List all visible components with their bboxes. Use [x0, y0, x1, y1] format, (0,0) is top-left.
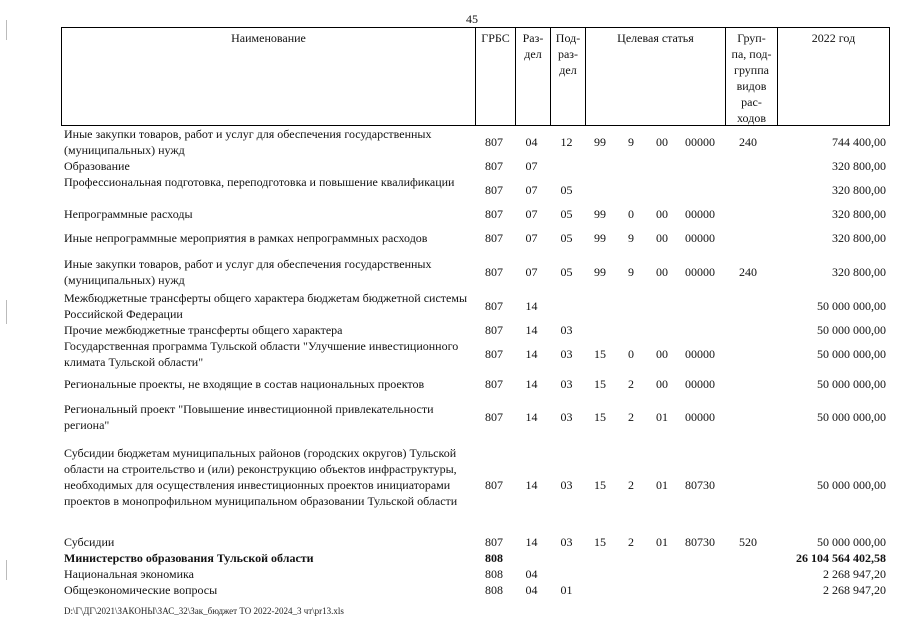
row-name: Субсидии бюджетам муниципальных районов (городских округов) Тульской области на строительство и (или) реконструкцию объектов инфраструктуры, необходимых для осуществления инвестиционных проектов инициаторами проектов в монопрофильном муниципальном образовании Тульской области — [64, 446, 458, 508]
header-grbs: ГРБС — [475, 28, 515, 125]
row-cs2: 9 — [628, 135, 634, 149]
row-cs3: 00 — [656, 207, 668, 221]
row-amount: 744 400,00 — [832, 135, 886, 149]
row-pr: 05 — [560, 231, 573, 245]
row-cs4: 00000 — [685, 265, 715, 279]
row-grbs: 807 — [485, 207, 503, 221]
row-rz: 14 — [525, 478, 538, 492]
margin-mark — [6, 560, 7, 580]
row-amount: 2 268 947,20 — [823, 583, 886, 597]
row-cs4: 80730 — [685, 478, 715, 492]
table-row — [0, 582, 905, 598]
row-cs2: 2 — [628, 377, 634, 391]
row-vr: 520 — [739, 535, 757, 549]
row-cs4: 80730 — [685, 535, 715, 549]
margin-mark — [6, 20, 7, 40]
row-cs2: 0 — [628, 347, 634, 361]
row-amount: 50 000 000,00 — [817, 410, 886, 424]
row-name: Иные непрограммные мероприятия в рамках непрограммных расходов — [64, 231, 428, 245]
row-name: Прочие межбюджетные трансферты общего характера — [64, 323, 343, 337]
row-cs4: 00000 — [685, 207, 715, 221]
row-pr: 12 — [560, 135, 573, 149]
row-cs1: 15 — [594, 410, 606, 424]
table-row — [0, 445, 905, 525]
row-pr: 03 — [560, 535, 573, 549]
row-rz: 14 — [525, 323, 538, 337]
row-cs3: 00 — [656, 377, 668, 391]
row-amount: 320 800,00 — [832, 265, 886, 279]
row-rz: 07 — [525, 183, 538, 197]
row-grbs: 807 — [485, 299, 503, 313]
row-pr: 03 — [560, 410, 573, 424]
row-rz: 14 — [525, 299, 538, 313]
row-amount: 50 000 000,00 — [817, 377, 886, 391]
row-amount: 50 000 000,00 — [817, 323, 886, 337]
row-pr: 03 — [560, 478, 573, 492]
table-row — [0, 322, 905, 338]
row-pr: 01 — [560, 583, 573, 597]
row-cs1: 99 — [594, 231, 606, 245]
row-amount: 26 104 564 402,58 — [796, 551, 886, 565]
row-cs4: 00000 — [685, 377, 715, 391]
row-grbs: 807 — [485, 478, 503, 492]
row-rz: 04 — [525, 583, 538, 597]
row-amount: 50 000 000,00 — [817, 535, 886, 549]
row-cs2: 0 — [628, 207, 634, 221]
row-cs3: 00 — [656, 347, 668, 361]
row-name: Иные закупки товаров, работ и услуг для обеспечения государственных (муниципальных) нужд — [64, 257, 432, 287]
row-name: Министерство образования Тульской области — [64, 551, 314, 565]
table-row — [0, 550, 905, 566]
row-name: Образование — [64, 159, 130, 173]
table-row — [0, 126, 905, 158]
row-amount: 320 800,00 — [832, 159, 886, 173]
row-grbs: 807 — [485, 323, 503, 337]
row-cs3: 00 — [656, 135, 668, 149]
row-grbs: 807 — [485, 377, 503, 391]
row-rz: 04 — [525, 567, 538, 581]
row-cs1: 15 — [594, 535, 606, 549]
row-amount: 320 800,00 — [832, 183, 886, 197]
row-rz: 04 — [525, 135, 538, 149]
file-path: D:\Г\ДГ\2021\ЗАКОНЫ\ЗАС_32\Зак_бюджет ТО 2022-2024_3 чт\pr13.xls — [64, 606, 344, 616]
row-name: Профессиональная подготовка, переподготовка и повышение квалификации — [64, 175, 455, 189]
row-cs3: 01 — [656, 410, 668, 424]
row-cs2: 2 — [628, 535, 634, 549]
row-cs4: 00000 — [685, 410, 715, 424]
row-cs2: 2 — [628, 478, 634, 492]
row-rz: 07 — [525, 159, 538, 173]
row-vr: 240 — [739, 265, 757, 279]
row-grbs: 807 — [485, 535, 503, 549]
row-grbs: 807 — [485, 231, 503, 245]
table-row — [0, 566, 905, 582]
header-gruppa-vidov-rashodov: Груп- па, под- группа видов рас- ходов — [725, 28, 777, 125]
row-grbs: 808 — [485, 551, 503, 565]
row-pr: 03 — [560, 323, 573, 337]
row-cs1: 99 — [594, 135, 606, 149]
row-grbs: 807 — [485, 183, 503, 197]
row-pr: 05 — [560, 183, 573, 197]
table-header — [61, 27, 890, 126]
row-name: Государственная программа Тульской области "Улучшение инвестиционного климата Тульской области" — [64, 339, 459, 369]
row-amount: 50 000 000,00 — [817, 478, 886, 492]
row-name: Общеэкономические вопросы — [64, 583, 218, 597]
row-cs3: 01 — [656, 535, 668, 549]
row-cs1: 15 — [594, 478, 606, 492]
row-rz: 14 — [525, 377, 538, 391]
header-podrazdel: Под- раз- дел — [550, 28, 585, 125]
row-pr: 05 — [560, 207, 573, 221]
table-row — [0, 534, 905, 550]
header-celevaya-statya: Целевая статья — [585, 28, 725, 125]
table-row — [0, 206, 905, 222]
row-name: Субсидии — [64, 535, 115, 549]
row-amount: 2 268 947,20 — [823, 567, 886, 581]
row-rz: 07 — [525, 231, 538, 245]
table-row — [0, 290, 905, 322]
row-name: Региональные проекты, не входящие в состав национальных проектов — [64, 377, 425, 391]
row-amount: 320 800,00 — [832, 207, 886, 221]
row-cs1: 99 — [594, 265, 606, 279]
table-row — [0, 158, 905, 174]
row-name: Национальная экономика — [64, 567, 194, 581]
row-vr: 240 — [739, 135, 757, 149]
row-grbs: 807 — [485, 410, 503, 424]
row-rz: 14 — [525, 347, 538, 361]
row-rz: 14 — [525, 410, 538, 424]
row-name: Региональный проект "Повышение инвестиционной привлекательности региона" — [64, 402, 434, 432]
row-amount: 50 000 000,00 — [817, 299, 886, 313]
table-row — [0, 256, 905, 288]
header-name: Наименование — [231, 31, 306, 45]
table-row — [0, 230, 905, 246]
row-rz: 07 — [525, 265, 538, 279]
row-name: Межбюджетные трансферты общего характера бюджетам бюджетной системы Российской Федерации — [64, 291, 468, 321]
row-amount: 50 000 000,00 — [817, 347, 886, 361]
table-row — [0, 401, 905, 433]
row-cs3: 00 — [656, 231, 668, 245]
row-amount: 320 800,00 — [832, 231, 886, 245]
row-grbs: 807 — [485, 347, 503, 361]
table-row — [0, 338, 905, 370]
row-rz: 14 — [525, 535, 538, 549]
row-pr: 03 — [560, 377, 573, 391]
table-row — [0, 376, 905, 392]
row-cs3: 01 — [656, 478, 668, 492]
row-cs1: 15 — [594, 377, 606, 391]
row-grbs: 807 — [485, 265, 503, 279]
page-number: 45 — [466, 12, 478, 26]
row-name: Иные закупки товаров, работ и услуг для обеспечения государственных (муниципальных) нужд — [64, 127, 432, 157]
row-grbs: 808 — [485, 583, 503, 597]
row-cs4: 00000 — [685, 347, 715, 361]
row-cs3: 00 — [656, 265, 668, 279]
row-grbs: 807 — [485, 135, 503, 149]
header-razdel: Раз- дел — [515, 28, 550, 125]
row-cs1: 15 — [594, 347, 606, 361]
row-rz: 07 — [525, 207, 538, 221]
row-cs1: 99 — [594, 207, 606, 221]
row-name: Непрограммные расходы — [64, 207, 193, 221]
row-pr: 05 — [560, 265, 573, 279]
table-row — [0, 174, 905, 206]
row-cs2: 2 — [628, 410, 634, 424]
row-pr: 03 — [560, 347, 573, 361]
row-grbs: 807 — [485, 159, 503, 173]
row-cs4: 00000 — [685, 135, 715, 149]
row-cs2: 9 — [628, 265, 634, 279]
row-cs4: 00000 — [685, 231, 715, 245]
row-grbs: 808 — [485, 567, 503, 581]
header-year: 2022 год — [777, 28, 889, 125]
margin-mark — [6, 300, 7, 324]
row-cs2: 9 — [628, 231, 634, 245]
